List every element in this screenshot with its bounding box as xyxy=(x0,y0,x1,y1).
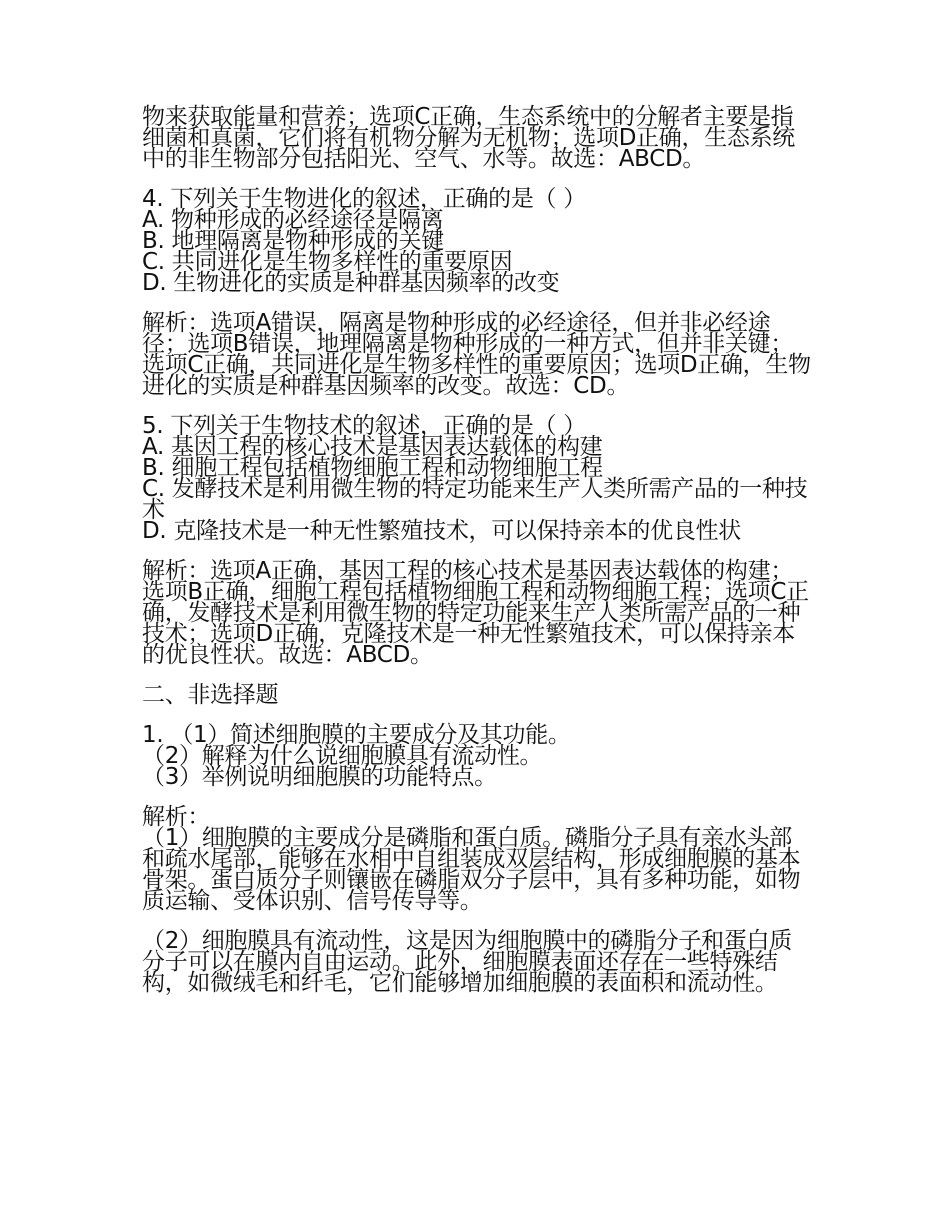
analysis-part-1: （1）细胞膜的主要成分是磷脂和蛋白质。磷脂分子具有亲水头部和疏水尾部，能够在水相中自组装成双层结构，形成细胞膜的基本骨架。蛋白质分子则镶嵌在磷脂双分子层中，具有多种功能，如物质运输、受体识别、信号传导等。 xyxy=(142,825,801,914)
option-a: A. 基因工程的核心技术是基因表达载体的构建 xyxy=(142,434,603,460)
analysis-4 xyxy=(142,310,814,399)
sub-question-2: （2）解释为什么说细胞膜具有流动性。 xyxy=(142,743,543,769)
answer-paragraph-prev xyxy=(142,104,814,172)
section-title: 二、非选择题 xyxy=(142,682,279,708)
paragraph-text: 物来获取能量和营养；选项C正确，生态系统中的分解者主要是指细菌和真菌，它们将有机物分解为无机物；选项D正确，生态系统中的非生物部分包括阳光、空气、水等。故选：ABCD。 xyxy=(142,104,796,172)
sub-question-3: （3）举例说明细胞膜的功能特点。 xyxy=(142,764,497,790)
question-5 xyxy=(142,413,814,544)
option-b: B. 地理隔离是物种形成的关键 xyxy=(142,228,444,254)
analysis-nonchoice-2 xyxy=(142,928,814,996)
question-stem: 5. 下列关于生物技术的叙述，正确的是（ ） xyxy=(142,413,586,439)
analysis-nonchoice-1 xyxy=(142,804,814,914)
analysis-label: 解析： xyxy=(142,804,211,830)
option-c: C. 发酵技术是利用微生物的特定功能来生产人类所需产品的一种技术 xyxy=(142,476,808,523)
section-heading xyxy=(142,682,814,708)
analysis-part-2: （2）细胞膜具有流动性，这是因为细胞膜中的磷脂分子和蛋白质分子可以在膜内自由运动。此外，细胞膜表面还存在一些特殊结构，如微绒毛和纤毛，它们能够增加细胞膜的表面积和流动性。 xyxy=(142,928,792,996)
question-4 xyxy=(142,186,814,296)
option-d: D. 克隆技术是一种无性繁殖技术，可以保持亲本的优良性状 xyxy=(142,518,741,544)
option-a: A. 物种形成的必经途径是隔离 xyxy=(142,207,444,233)
option-d: D. 生物进化的实质是种群基因频率的改变 xyxy=(142,270,560,296)
question-stem: 4. 下列关于生物进化的叙述，正确的是（ ） xyxy=(142,186,586,212)
document-page xyxy=(142,104,814,1013)
analysis-text: 解析：选项A错误，隔离是物种形成的必经途径，但并非必经途径；选项B错误，地理隔离是物种形成的一种方式，但并非关键；选项C正确，共同进化是生物多样性的重要原因；选项D正确，生物进化的实质是种群基因频率的改变。故选：CD。 xyxy=(142,310,811,399)
analysis-text: 解析：选项A正确，基因工程的核心技术是基因表达载体的构建；选项B正确，细胞工程包括植物细胞工程和动物细胞工程；选项C正确，发酵技术是利用微生物的特定功能来生产人类所需产品的一种技术；选项D正确，克隆技术是一种无性繁殖技术，可以保持亲本的优良性状。故选：ABCD。 xyxy=(142,558,809,668)
question-nonchoice-1 xyxy=(142,722,814,790)
sub-question-1: 1. （1）简述细胞膜的主要成分及其功能。 xyxy=(142,722,571,748)
option-b: B. 细胞工程包括植物细胞工程和动物细胞工程 xyxy=(142,455,603,481)
analysis-5 xyxy=(142,558,814,668)
option-c: C. 共同进化是生物多样性的重要原因 xyxy=(142,249,513,275)
